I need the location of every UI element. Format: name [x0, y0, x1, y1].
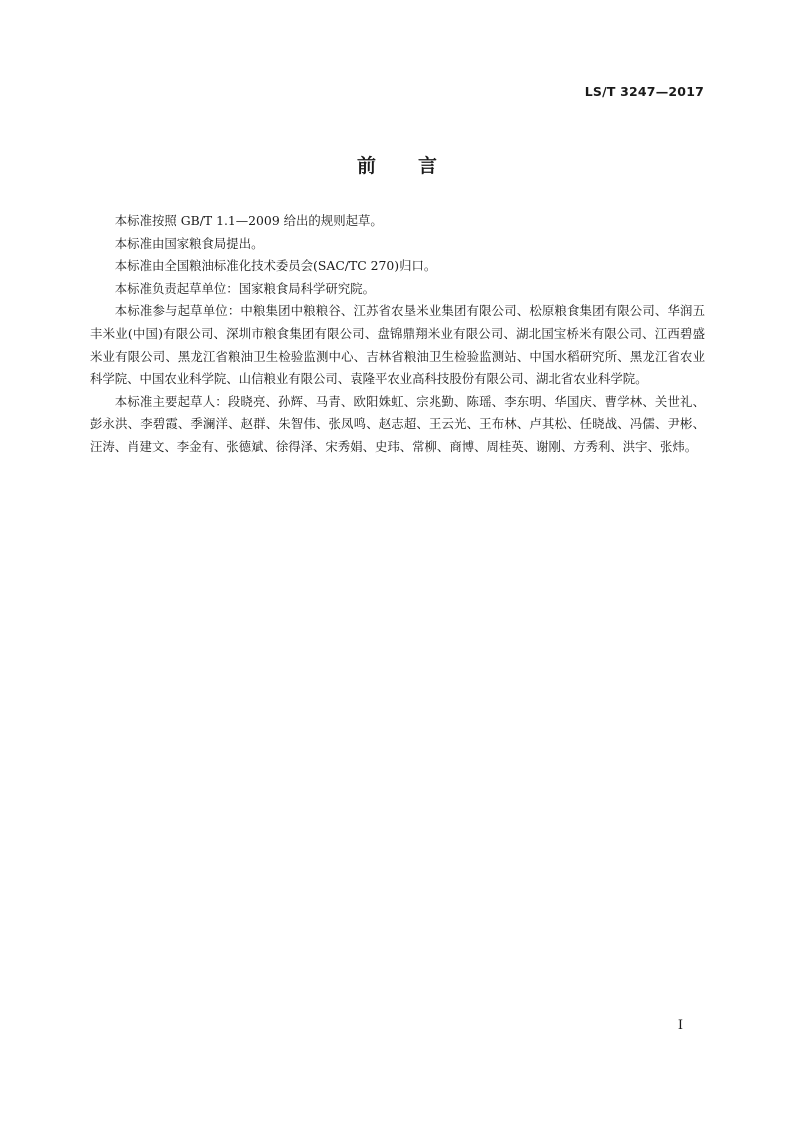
paragraph-participating-units: 本标准参与起草单位：中粮集团中粮粮谷、江苏省农垦米业集团有限公司、松原粮食集团有限公司、华润五丰米业(中国)有限公司、深圳市粮食集团有限公司、盘锦鼎翔米业有限公司、湖北国宝桥米有限公司、江西碧盛米业有限公司、黑龙江省粮油卫生检验监测中心、吉林省粮油卫生检验监测站、中国水稻研究所、黑龙江省农业科学院、中国农业科学院、山信粮业有限公司、袁隆平农业高科技股份有限公司、湖北省农业科学院。	[90, 303, 705, 387]
paragraph-drafting-rules: 本标准按照 GB/T 1.1—2009 给出的规则起草。	[114, 213, 383, 228]
standard-code: LS/T 3247—2017	[584, 84, 704, 99]
foreword-body	[90, 210, 705, 459]
page-title: 前言	[356, 155, 479, 177]
paragraph-proposed-by: 本标准由国家粮食局提出。	[114, 235, 264, 251]
page-number: I	[677, 1018, 683, 1033]
paragraph-jurisdiction: 本标准由全国粮油标准化技术委员会(SAC/TC 270)归口。	[114, 258, 437, 274]
paragraph-lead-drafter: 本标准负责起草单位：国家粮食局科学研究院。	[114, 280, 375, 296]
paragraph-main-drafters: 本标准主要起草人：段晓亮、孙辉、马青、欧阳姝虹、宗兆勤、陈瑶、李东明、华国庆、曹学林、关世礼、彭永洪、李碧霞、季澜洋、赵群、朱智伟、张凤鸣、赵志超、王云光、王布林、卢其松、任晓战、冯儒、尹彬、汪涛、肖建文、李金有、张德斌、徐得泽、宋秀娟、史玮、常柳、商博、周桂英、谢刚、方秀利、洪宇、张炜。	[90, 393, 705, 454]
